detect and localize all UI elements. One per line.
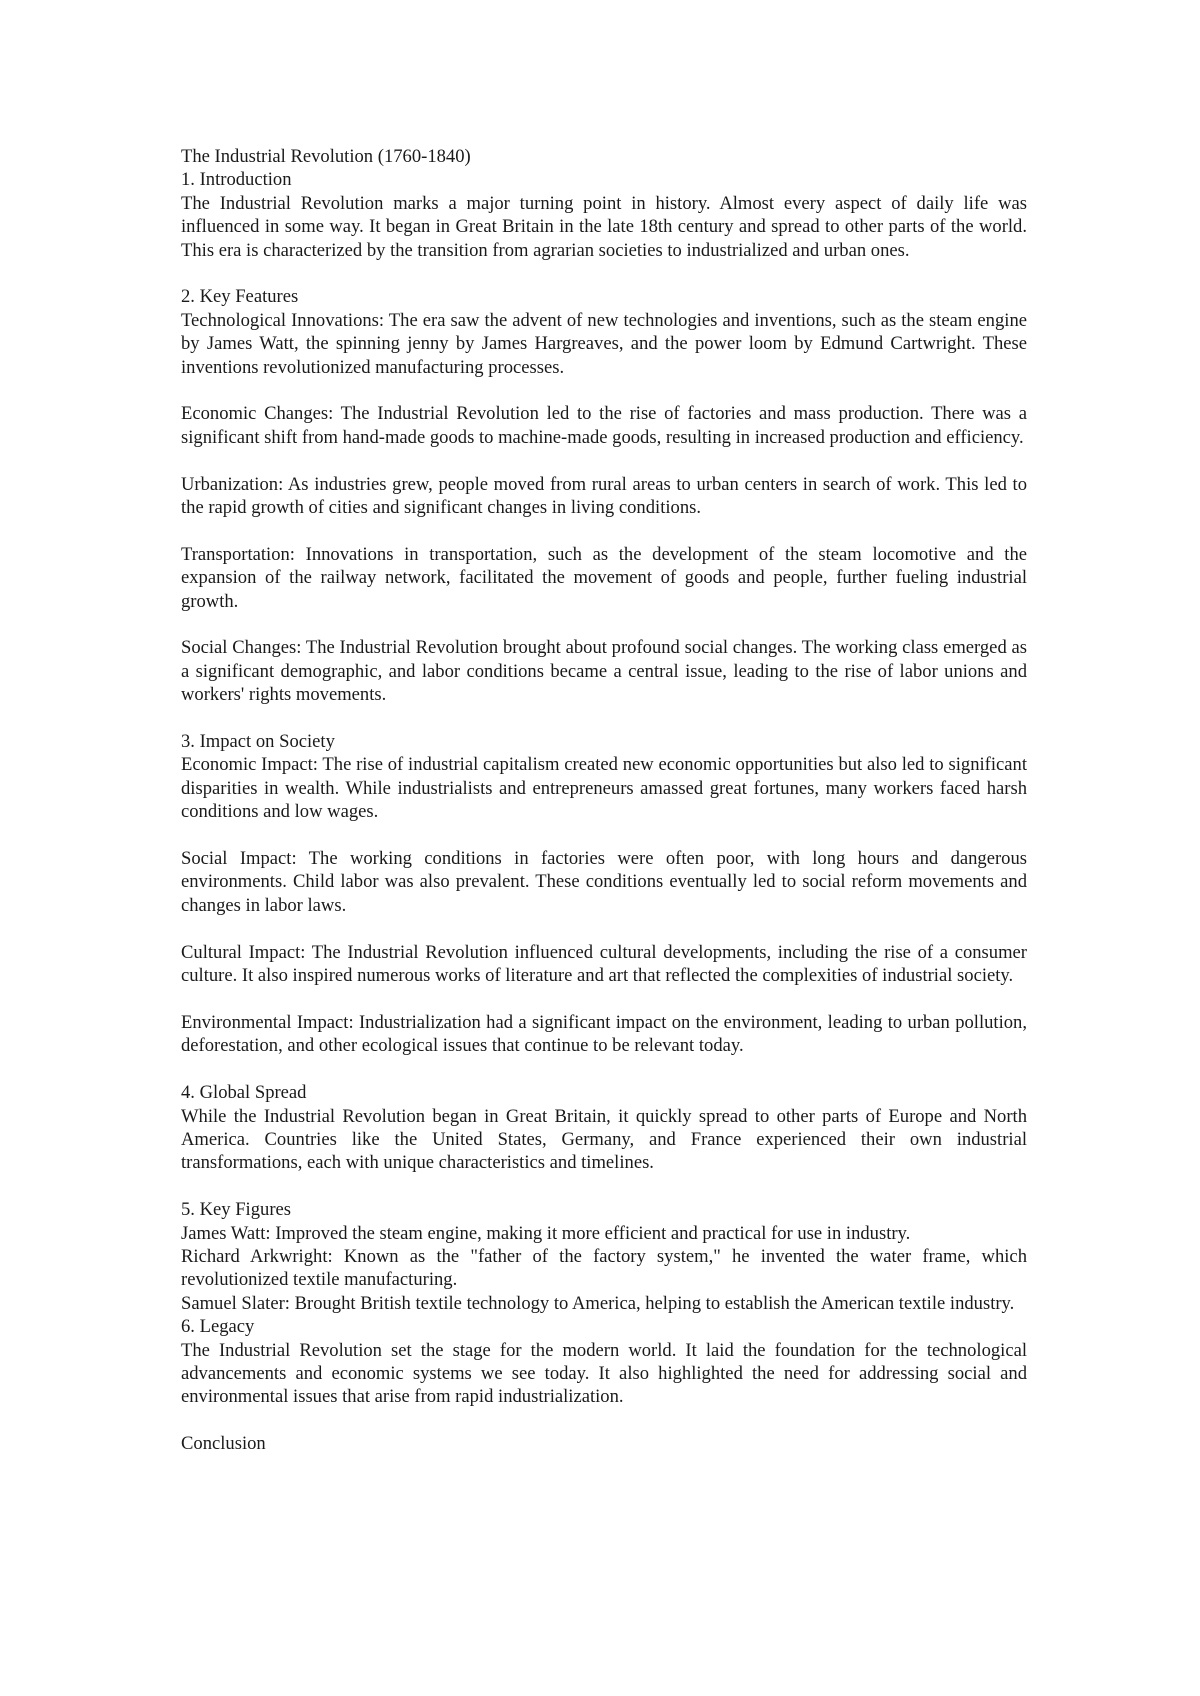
paragraph-cultural-impact: Cultural Impact: The Industrial Revolution influenced cultural developments, including the rise of a consumer culture. It also inspired numerous works of literature and art that reflected the complexities of industrial society. [181,941,1027,987]
section-heading-global-spread: 4. Global Spread [181,1082,307,1104]
paragraph-spacer [181,988,1027,1011]
paragraph-urbanization: Urbanization: As industries grew, people moved from rural areas to urban centers in search of work. This led to the rapid growth of cities and significant changes in living conditions. [181,473,1027,519]
paragraph-spacer [181,262,1027,285]
paragraph-spacer [181,707,1027,730]
paragraph-global-spread: While the Industrial Revolution began in Great Britain, it quickly spread to other parts of Europe and North America. Countries like the United States, Germany, and France experienced their own industrial transformations, each with unique characteristics and timelines. [181,1105,1027,1174]
paragraph-introduction: The Industrial Revolution marks a major turning point in history. Almost every aspect of daily life was influenced in some way. It began in Great Britain in the late 18th century and spread to other parts of the world. This era is characterized by the transition from agrarian societies to industrialized and urban ones. [181,192,1027,261]
paragraph-spacer [181,379,1027,402]
paragraph-transportation: Transportation: Innovations in transportation, such as the development of the steam locomotive and the expansion of the railway network, facilitated the movement of goods and people, further fueling industrial growth. [181,543,1027,612]
paragraph-environmental-impact: Environmental Impact: Industrialization had a significant impact on the environment, leading to urban pollution, deforestation, and other ecological issues that continue to be relevant today. [181,1011,1027,1057]
paragraph-social-impact: Social Impact: The working conditions in factories were often poor, with long hours and dangerous environments. Child labor was also prevalent. These conditions eventually led to social reform movements and changes in labor laws. [181,848,1027,916]
section-heading-key-features: 2. Key Features [181,286,299,308]
paragraph-spacer [181,917,1027,940]
paragraph-spacer [181,824,1027,847]
paragraph-spacer [181,1409,1027,1432]
paragraph-legacy: The Industrial Revolution set the stage for the modern world. It laid the foundation for the technological advancements and economic systems we see today. It also highlighted the need for addressing social and environmental issues that arise from rapid industrialization. [181,1339,1027,1408]
paragraph-james-watt: James Watt: Improved the steam engine, making it more efficient and practical for use in industry. [181,1222,911,1244]
section-heading-legacy: 6. Legacy [181,1316,255,1338]
paragraph-spacer [181,1175,1027,1198]
paragraph-social-changes: Social Changes: The Industrial Revolution brought about profound social changes. The working class emerged as a significant demographic, and labor conditions became a central issue, leading to the rise of labor unions and workers' rights movements. [181,637,1027,706]
paragraph-spacer [181,449,1027,472]
document-title: The Industrial Revolution (1760-1840) [181,146,471,167]
paragraph-spacer [181,613,1027,636]
paragraph-economic-impact: Economic Impact: The rise of industrial capitalism created new economic opportunities but also led to significant disparities in wealth. While industrialists and entrepreneurs amassed great fortunes, many workers faced harsh conditions and low wages. [181,754,1027,823]
section-heading-impact-on-society: 3. Impact on Society [181,731,335,753]
paragraph-samuel-slater: Samuel Slater: Brought British textile technology to America, helping to establish the American textile industry. [181,1292,1015,1314]
paragraph-technological-innovations: Technological Innovations: The era saw the advent of new technologies and inventions, such as the steam engine by James Watt, the spinning jenny by James Hargreaves, and the power loom by Edmund Cartwright. These inventions revolutionized manufacturing processes. [181,309,1027,378]
section-heading-key-figures: 5. Key Figures [181,1199,292,1221]
paragraph-economic-changes: Economic Changes: The Industrial Revolution led to the rise of factories and mass production. There was a significant shift from hand-made goods to machine-made goods, resulting in increased production and efficiency. [181,403,1027,448]
paragraph-spacer [181,519,1027,542]
section-heading-introduction: 1. Introduction [181,169,292,191]
section-heading-conclusion: Conclusion [181,1433,266,1455]
paragraph-richard-arkwright: Richard Arkwright: Known as the "father of the factory system," he invented the water frame, which revolutionized textile manufacturing. [181,1245,1027,1291]
document-page [181,145,1027,1456]
paragraph-spacer [181,1058,1027,1081]
